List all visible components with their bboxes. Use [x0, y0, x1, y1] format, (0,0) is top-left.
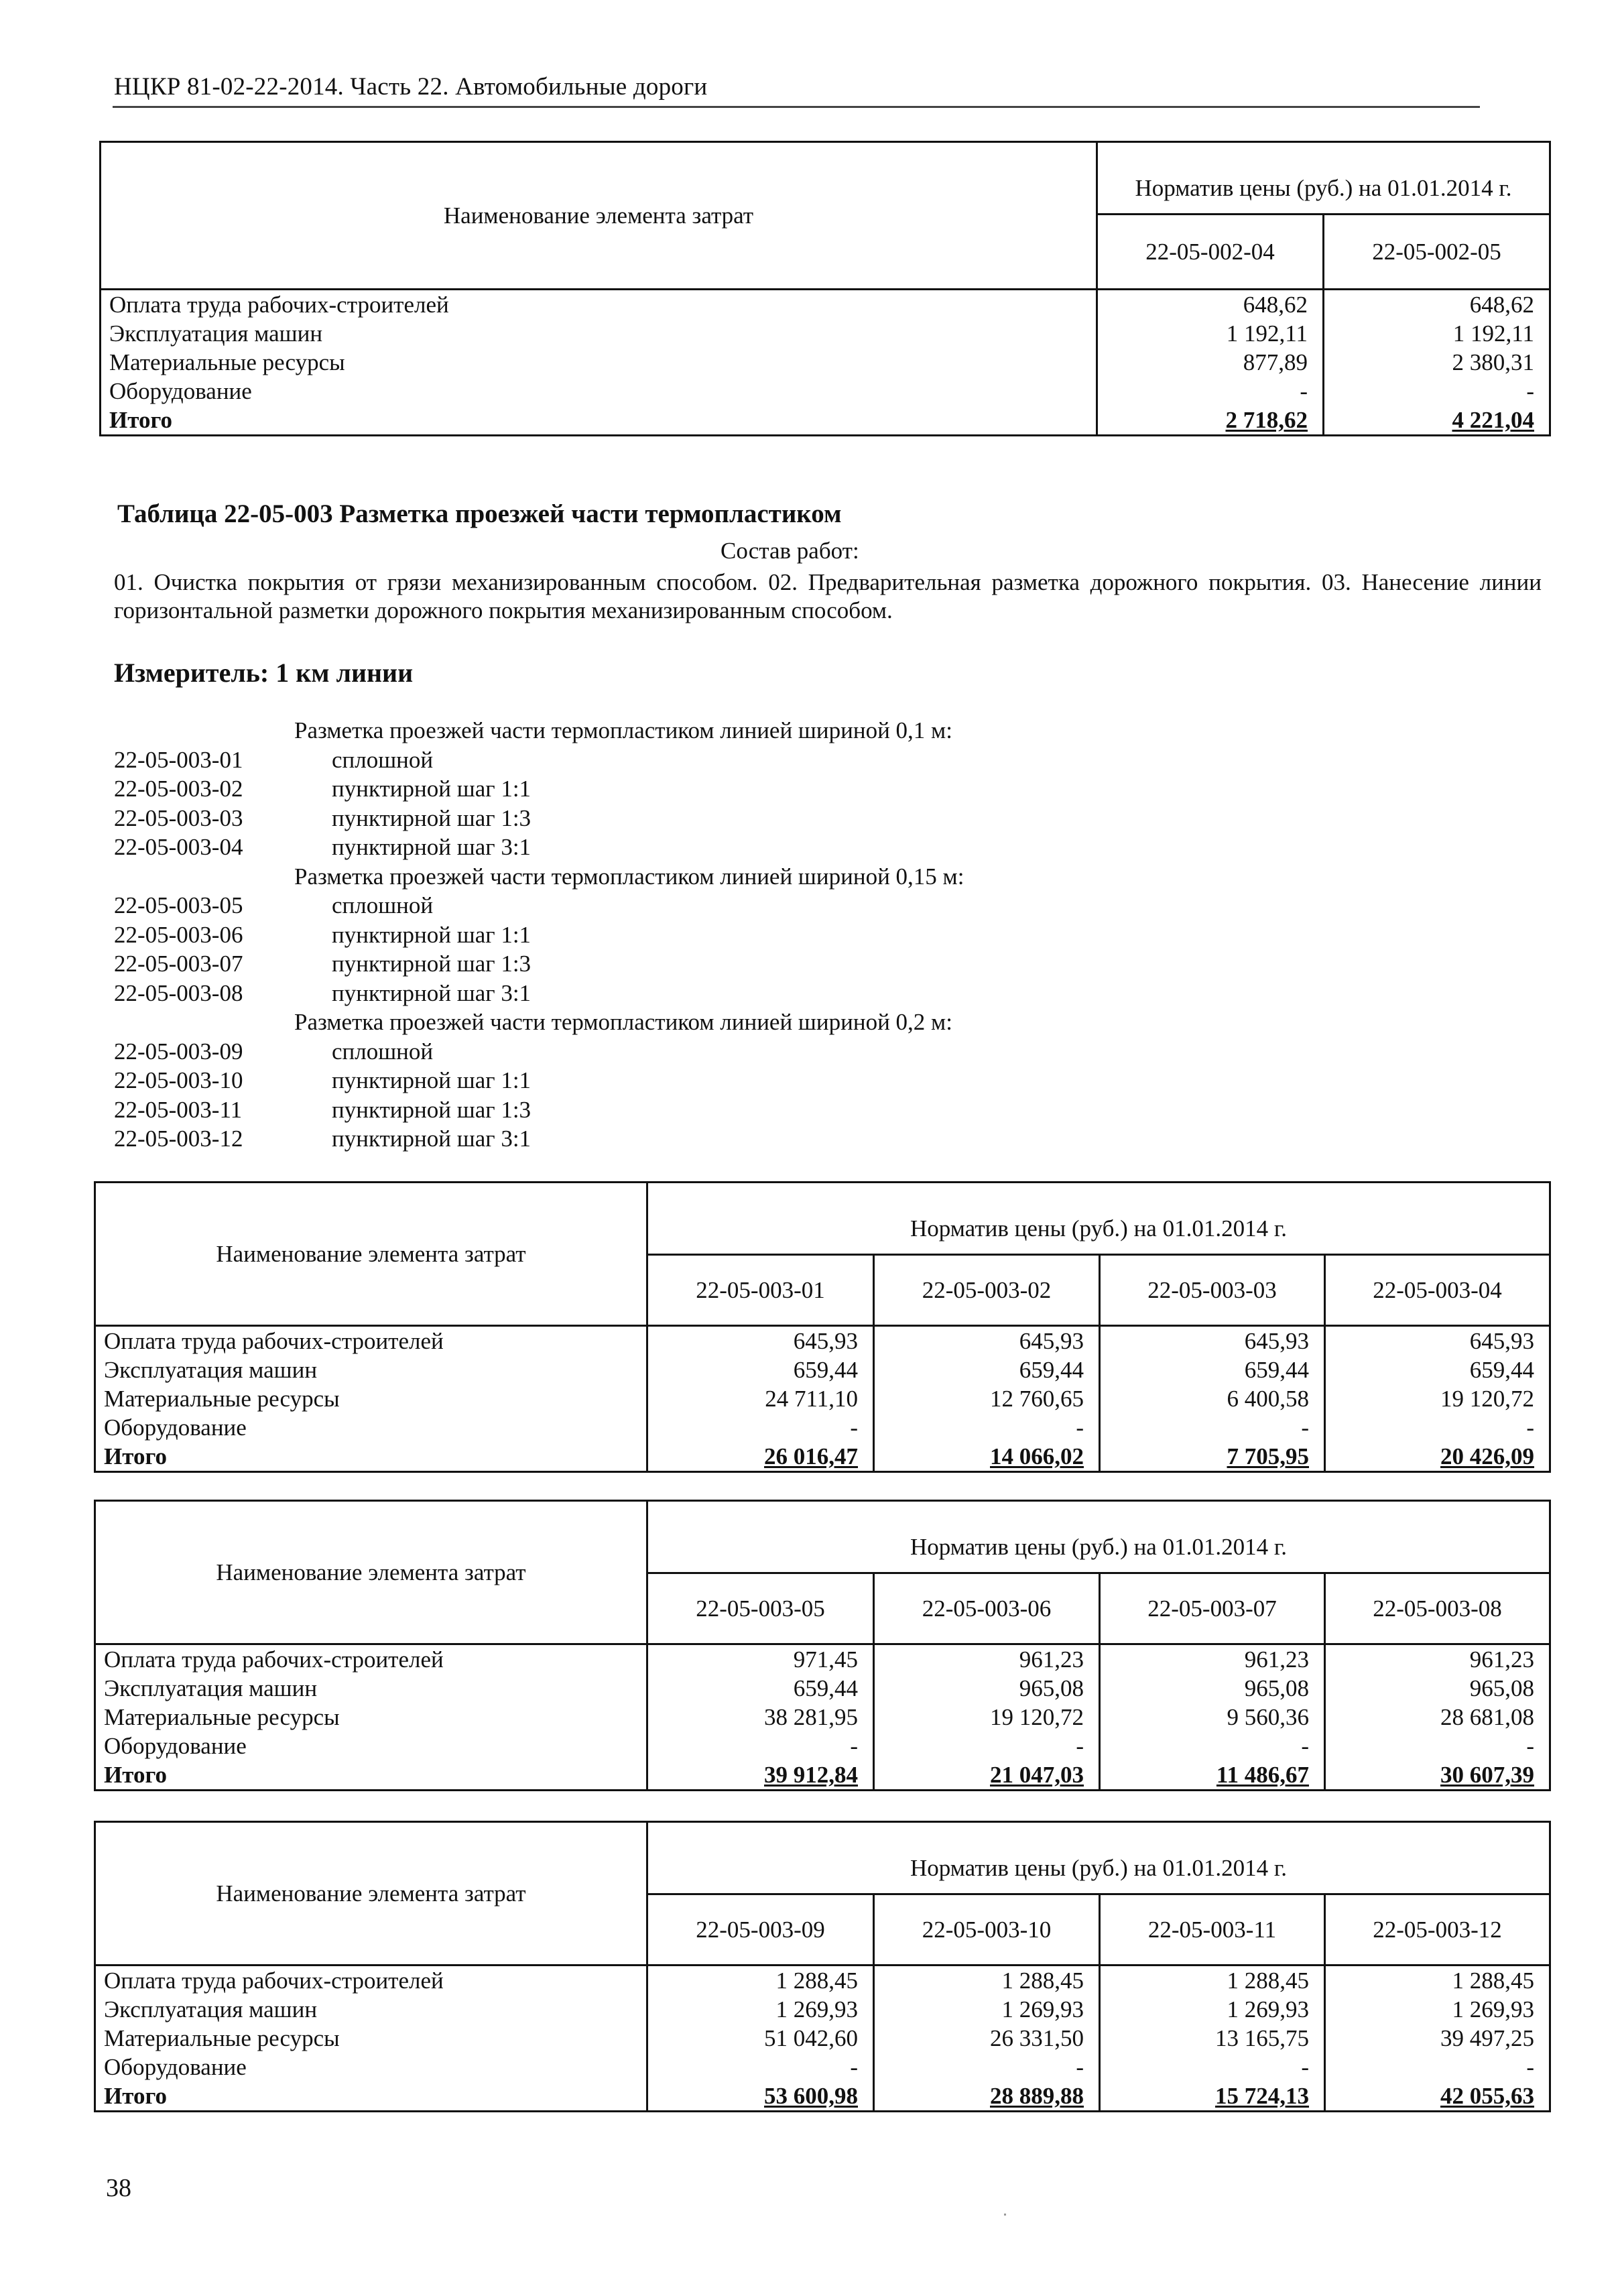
row-label: Материальные ресурсы: [95, 1384, 647, 1413]
row-label: Оплата труда рабочих-строителей: [95, 1966, 647, 1996]
code-list-code: 22-05-003-12: [114, 1126, 243, 1152]
scan-speck: [1004, 2214, 1006, 2216]
cell-value: 51 042,60: [647, 2024, 874, 2053]
price-header: Норматив цены (руб.) на 01.01.2014 г.: [1097, 142, 1550, 215]
price-header: Норматив цены (руб.) на 01.01.2014 г.: [647, 1183, 1550, 1255]
cell-value: 648,62: [1324, 290, 1550, 320]
cell-value: 645,93: [1325, 1326, 1550, 1356]
cell-value: -: [1325, 1413, 1550, 1442]
cell-value: -: [1325, 2053, 1550, 2081]
cell-total: 30 607,39: [1325, 1760, 1550, 1791]
row-label-total: Итого: [95, 1760, 647, 1791]
cell-value: 19 120,72: [874, 1703, 1100, 1732]
cell-value: 659,44: [647, 1355, 874, 1384]
code-list-group-heading: Разметка проезжей части термопластиком линией шириной 0,2 м:: [294, 1009, 952, 1035]
cost-table: [94, 1500, 1551, 1791]
column-code: 22-05-003-04: [1325, 1255, 1550, 1326]
row-label: Оплата труда рабочих-строителей: [101, 290, 1097, 320]
cell-total: 15 724,13: [1100, 2081, 1325, 2112]
code-list-code: 22-05-003-09: [114, 1038, 243, 1065]
cell-total: 14 066,02: [874, 1442, 1100, 1472]
code-list-description: пунктирной шаг 1:1: [332, 776, 532, 802]
cell-value: 965,08: [1325, 1674, 1550, 1703]
column-code: 22-05-003-01: [647, 1255, 874, 1326]
code-list-description: сплошной: [332, 1038, 434, 1065]
cell-value: -: [1324, 377, 1550, 406]
works-description: 01. Очистка покрытия от грязи механизированным способом. 02. Предварительная разметка дорожного покрытия. 03. Нанесение линии горизонтальной разметки дорожного покрытия механизированным способом.: [114, 569, 1542, 623]
column-code: 22-05-003-11: [1100, 1894, 1325, 1966]
code-list-code: 22-05-003-01: [114, 746, 243, 773]
cell-value: 971,45: [647, 1644, 874, 1675]
cell-total: 42 055,63: [1325, 2081, 1550, 2112]
row-label: Оплата труда рабочих-строителей: [95, 1644, 647, 1675]
works-label: Состав работ:: [721, 538, 859, 564]
name-column-header: Наименование элемента затрат: [95, 1183, 647, 1326]
cell-value: 1 269,93: [874, 1995, 1100, 2024]
cell-value: 1 269,93: [1100, 1995, 1325, 2024]
price-header: Норматив цены (руб.) на 01.01.2014 г.: [647, 1822, 1550, 1894]
column-code: 22-05-003-06: [874, 1573, 1100, 1644]
cell-value: 961,23: [874, 1644, 1100, 1675]
cell-value: 659,44: [647, 1674, 874, 1703]
cell-total: 21 047,03: [874, 1760, 1100, 1791]
cell-value: 1 288,45: [874, 1966, 1100, 1996]
page-number: 38: [106, 2174, 131, 2202]
row-label: Эксплуатация машин: [95, 1674, 647, 1703]
column-code: 22-05-002-04: [1097, 215, 1324, 290]
cell-value: 2 380,31: [1324, 348, 1550, 377]
cell-value: -: [1097, 377, 1324, 406]
cell-value: 38 281,95: [647, 1703, 874, 1732]
column-code: 22-05-003-08: [1325, 1573, 1550, 1644]
row-label: Эксплуатация машин: [101, 319, 1097, 348]
row-label-total: Итого: [95, 1442, 647, 1472]
cell-value: 645,93: [647, 1326, 874, 1356]
cell-value: 965,08: [874, 1674, 1100, 1703]
row-label: Оборудование: [95, 2053, 647, 2081]
cell-value: 6 400,58: [1100, 1384, 1325, 1413]
row-label: Оборудование: [95, 1732, 647, 1760]
column-code: 22-05-003-03: [1100, 1255, 1325, 1326]
row-label: Эксплуатация машин: [95, 1355, 647, 1384]
cell-value: 1 269,93: [1325, 1995, 1550, 2024]
cell-value: -: [1100, 2053, 1325, 2081]
row-label: Оплата труда рабочих-строителей: [95, 1326, 647, 1356]
code-list-code: 22-05-003-02: [114, 776, 243, 802]
cell-total: 53 600,98: [647, 2081, 874, 2112]
cost-table: [94, 1821, 1551, 2112]
cell-value: 1 288,45: [1325, 1966, 1550, 1996]
cell-value: 19 120,72: [1325, 1384, 1550, 1413]
cell-value: -: [1100, 1732, 1325, 1760]
name-column-header: Наименование элемента затрат: [101, 142, 1097, 290]
cell-value: -: [1100, 1413, 1325, 1442]
cell-value: 28 681,08: [1325, 1703, 1550, 1732]
code-list-code: 22-05-003-10: [114, 1067, 243, 1093]
cell-value: 659,44: [1325, 1355, 1550, 1384]
cell-total: 11 486,67: [1100, 1760, 1325, 1791]
measure-unit: Измеритель: 1 км линии: [114, 658, 414, 688]
cell-value: 24 711,10: [647, 1384, 874, 1413]
cell-value: 645,93: [874, 1326, 1100, 1356]
code-list-code: 22-05-003-06: [114, 921, 243, 948]
code-list-description: пунктирной шаг 1:1: [332, 921, 532, 948]
name-column-header: Наименование элемента затрат: [95, 1822, 647, 1966]
cell-value: -: [647, 1732, 874, 1760]
column-code: 22-05-003-09: [647, 1894, 874, 1966]
code-list-description: пунктирной шаг 1:3: [332, 1096, 532, 1123]
code-list-code: 22-05-003-11: [114, 1096, 243, 1123]
cell-total: 7 705,95: [1100, 1442, 1325, 1472]
cell-value: 12 760,65: [874, 1384, 1100, 1413]
column-code: 22-05-002-05: [1324, 215, 1550, 290]
header-rule: [113, 106, 1480, 108]
cell-value: 1 192,11: [1097, 319, 1324, 348]
cell-value: 39 497,25: [1325, 2024, 1550, 2053]
code-list-description: пунктирной шаг 1:1: [332, 1067, 532, 1093]
cell-value: -: [874, 1732, 1100, 1760]
column-code: 22-05-003-07: [1100, 1573, 1325, 1644]
row-label: Эксплуатация машин: [95, 1995, 647, 2024]
cell-value: 9 560,36: [1100, 1703, 1325, 1732]
cell-total: 39 912,84: [647, 1760, 874, 1791]
code-list-code: 22-05-003-03: [114, 804, 243, 831]
cell-total: 4 221,04: [1324, 406, 1550, 436]
table-title: Таблица 22-05-003 Разметка проезжей части термопластиком: [117, 499, 842, 528]
code-list-code: 22-05-003-07: [114, 951, 243, 977]
cell-value: 648,62: [1097, 290, 1324, 320]
row-label: Материальные ресурсы: [101, 348, 1097, 377]
cell-value: 1 269,93: [647, 1995, 874, 2024]
code-list-group-heading: Разметка проезжей части термопластиком линией шириной 0,15 м:: [294, 863, 964, 890]
column-code: 22-05-003-02: [874, 1255, 1100, 1326]
code-list-description: сплошной: [332, 746, 434, 773]
cell-value: 1 288,45: [647, 1966, 874, 1996]
cell-total: 2 718,62: [1097, 406, 1324, 436]
price-header: Норматив цены (руб.) на 01.01.2014 г.: [647, 1501, 1550, 1573]
row-label-total: Итого: [101, 406, 1097, 436]
cell-total: 28 889,88: [874, 2081, 1100, 2112]
cell-value: -: [647, 2053, 874, 2081]
cell-value: -: [874, 1413, 1100, 1442]
cell-value: -: [874, 2053, 1100, 2081]
code-list-description: пунктирной шаг 3:1: [332, 979, 532, 1006]
cell-value: 961,23: [1100, 1644, 1325, 1675]
code-list-group-heading: Разметка проезжей части термопластиком линией шириной 0,1 м:: [294, 717, 952, 743]
code-list-description: пунктирной шаг 3:1: [332, 834, 532, 860]
column-code: 22-05-003-12: [1325, 1894, 1550, 1966]
code-list-code: 22-05-003-04: [114, 834, 243, 860]
row-label: Материальные ресурсы: [95, 1703, 647, 1732]
row-label-total: Итого: [95, 2081, 647, 2112]
cell-value: 1 288,45: [1100, 1966, 1325, 1996]
cell-value: 659,44: [1100, 1355, 1325, 1384]
code-list-code: 22-05-003-05: [114, 892, 243, 918]
cell-value: 13 165,75: [1100, 2024, 1325, 2053]
name-column-header: Наименование элемента затрат: [95, 1501, 647, 1644]
cell-total: 26 016,47: [647, 1442, 874, 1472]
cell-value: 961,23: [1325, 1644, 1550, 1675]
cell-value: 645,93: [1100, 1326, 1325, 1356]
code-list-description: сплошной: [332, 892, 434, 918]
code-list-description: пунктирной шаг 1:3: [332, 804, 532, 831]
row-label: Оборудование: [95, 1413, 647, 1442]
cell-value: 659,44: [874, 1355, 1100, 1384]
column-code: 22-05-003-05: [647, 1573, 874, 1644]
code-list-description: пунктирной шаг 1:3: [332, 951, 532, 977]
cell-value: -: [1325, 1732, 1550, 1760]
cost-table-22-05-002: [99, 141, 1551, 436]
cell-total: 20 426,09: [1325, 1442, 1550, 1472]
cell-value: 965,08: [1100, 1674, 1325, 1703]
cell-value: 1 192,11: [1324, 319, 1550, 348]
row-label: Материальные ресурсы: [95, 2024, 647, 2053]
code-list-code: 22-05-003-08: [114, 979, 243, 1006]
row-label: Оборудование: [101, 377, 1097, 406]
column-code: 22-05-003-10: [874, 1894, 1100, 1966]
code-list-description: пунктирной шаг 3:1: [332, 1126, 532, 1152]
cell-value: 877,89: [1097, 348, 1324, 377]
cell-value: 26 331,50: [874, 2024, 1100, 2053]
cost-table: [94, 1181, 1551, 1473]
running-header: НЦКР 81-02-22-2014. Часть 22. Автомобильные дороги: [114, 73, 708, 101]
cell-value: -: [647, 1413, 874, 1442]
